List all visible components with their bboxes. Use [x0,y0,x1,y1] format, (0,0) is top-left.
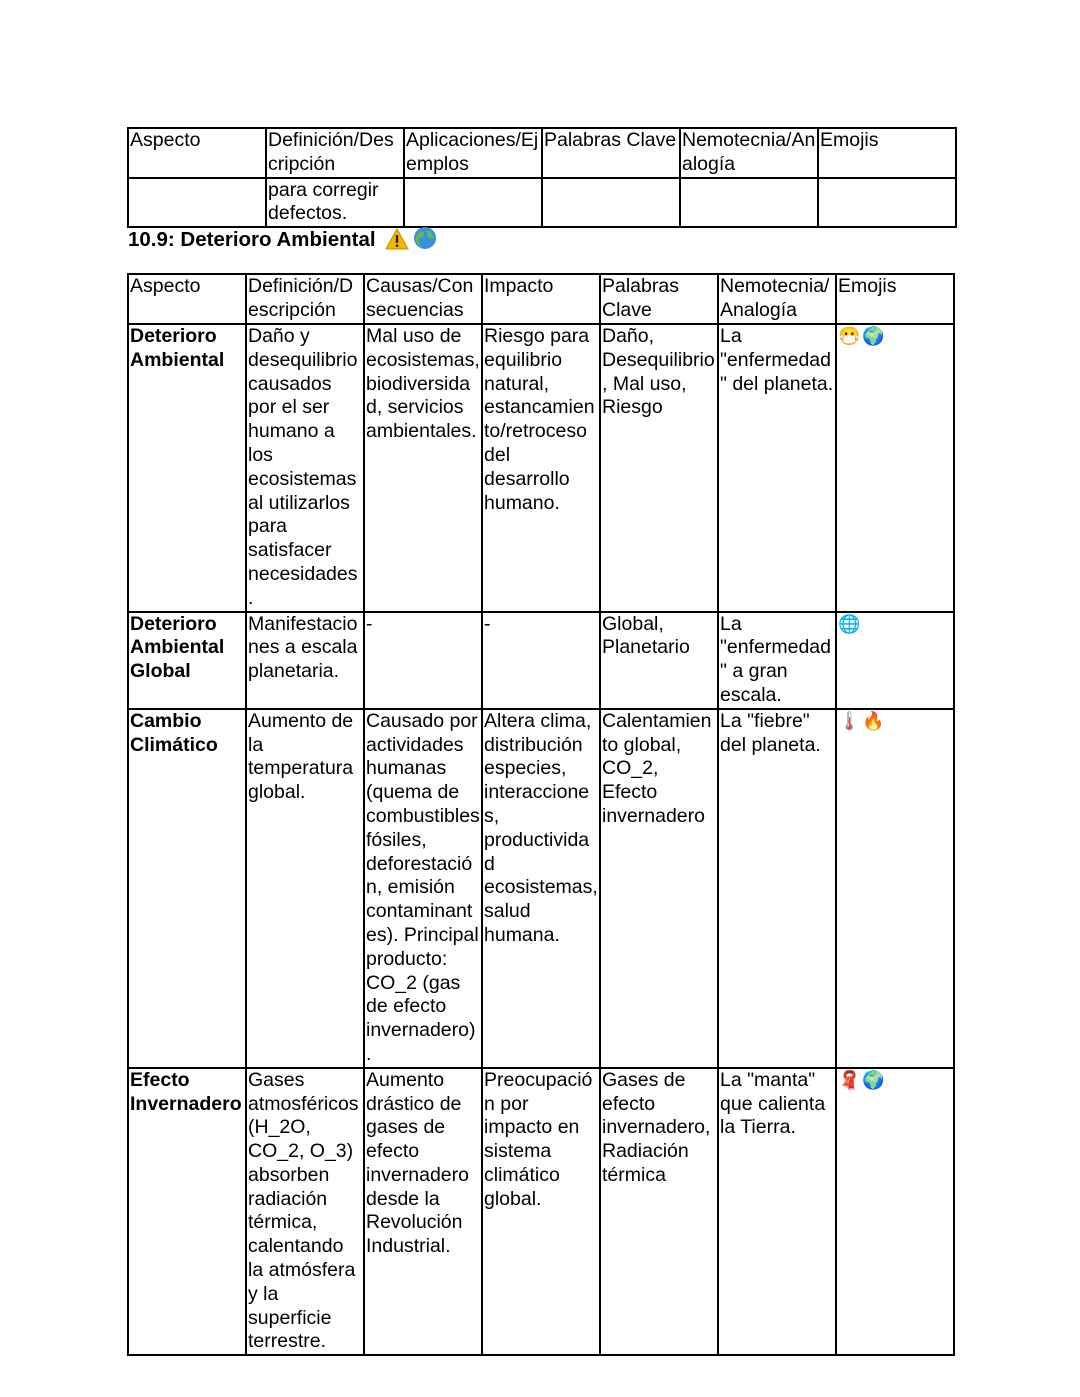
nemotecnia-cell: La "enfermedad" del planeta. [718,324,836,612]
aspecto-cell: Cambio Climático [128,709,246,1068]
header-cell: Aspecto [128,274,246,324]
impacto-cell: Preocupación por impacto en sistema climático global. [482,1068,600,1356]
table-cell [128,178,266,228]
section-heading [128,226,437,258]
aspecto-cell: Deterioro Ambiental Global [128,612,246,709]
table-row [128,324,954,612]
header-cell: Definición/Descripción [246,274,364,324]
header-cell: Aspecto [128,128,266,178]
header-cell: Nemotecnia/ Analogía [718,274,836,324]
section-title: 10.9: Deterioro Ambiental [128,228,376,251]
deterioro-ambiental-table [127,273,955,1356]
causas-cell: - [364,612,482,709]
warning-icon [385,228,409,258]
nemotecnia-cell: La "manta" que calienta la Tierra. [718,1068,836,1356]
table-row [128,1068,954,1356]
emoji-cell: 😷🌍 [836,324,954,612]
continuation-table [127,127,957,228]
causas-cell: Mal uso de ecosistemas, biodiversidad, servicios ambientales. [364,324,482,612]
impacto-cell: Altera clima, distribución especies, interacciones, productividad ecosistemas, salud humana. [482,709,600,1068]
aspecto-cell: Deterioro Ambiental [128,324,246,612]
emoji-cell: 🌡️🔥 [836,709,954,1068]
globe-icon [413,226,437,258]
definicion-cell: Manifestaciones a escala planetaria. [246,612,364,709]
table-header-row [128,128,956,178]
causas-cell: Aumento drástico de gases de efecto invernadero desde la Revolución Industrial. [364,1068,482,1356]
palabras-clave-cell: Gases de efecto invernadero, Radiación térmica [600,1068,718,1356]
table-row [128,178,956,228]
header-cell: Emojis [836,274,954,324]
table-cell: para corregir defectos. [266,178,404,228]
definicion-cell: Aumento de la temperatura global. [246,709,364,1068]
header-cell: Palabras Clave [600,274,718,324]
table-cell [818,178,956,228]
header-cell: Palabras Clave [542,128,680,178]
header-cell: Emojis [818,128,956,178]
header-cell: Aplicaciones/Ejemplos [404,128,542,178]
table-cell [680,178,818,228]
palabras-clave-cell: Calentamiento global, CO_2, Efecto invernadero [600,709,718,1068]
causas-cell: Causado por actividades humanas (quema de combustibles fósiles, deforestación, emisión contaminantes). Principal producto: CO_2 (gas de efecto invernadero). [364,709,482,1068]
nemotecnia-cell: La "fiebre" del planeta. [718,709,836,1068]
table-row [128,709,954,1068]
table-cell [542,178,680,228]
emoji-cell: 🧣🌍 [836,1068,954,1356]
emoji-cell: 🌐 [836,612,954,709]
impacto-cell: Riesgo para equilibrio natural, estancamiento/retroceso del desarrollo humano. [482,324,600,612]
table-cell [404,178,542,228]
header-cell: Impacto [482,274,600,324]
impacto-cell: - [482,612,600,709]
header-cell: Nemotecnia/Analogía [680,128,818,178]
nemotecnia-cell: La "enfermedad" a gran escala. [718,612,836,709]
header-cell: Causas/Consecuencias [364,274,482,324]
header-cell: Definición/Descripción [266,128,404,178]
palabras-clave-cell: Global, Planetario [600,612,718,709]
aspecto-cell: Efecto Invernadero [128,1068,246,1356]
definicion-cell: Gases atmosféricos (H_2O, CO_2, O_3) absorben radiación térmica, calentando la atmósfera y la superficie terrestre. [246,1068,364,1356]
table-header-row [128,274,954,324]
definicion-cell: Daño y desequilibrio causados por el ser humano a los ecosistemas al utilizarlos para satisfacer necesidades. [246,324,364,612]
palabras-clave-cell: Daño, Desequilibrio, Mal uso, Riesgo [600,324,718,612]
table-row [128,612,954,709]
